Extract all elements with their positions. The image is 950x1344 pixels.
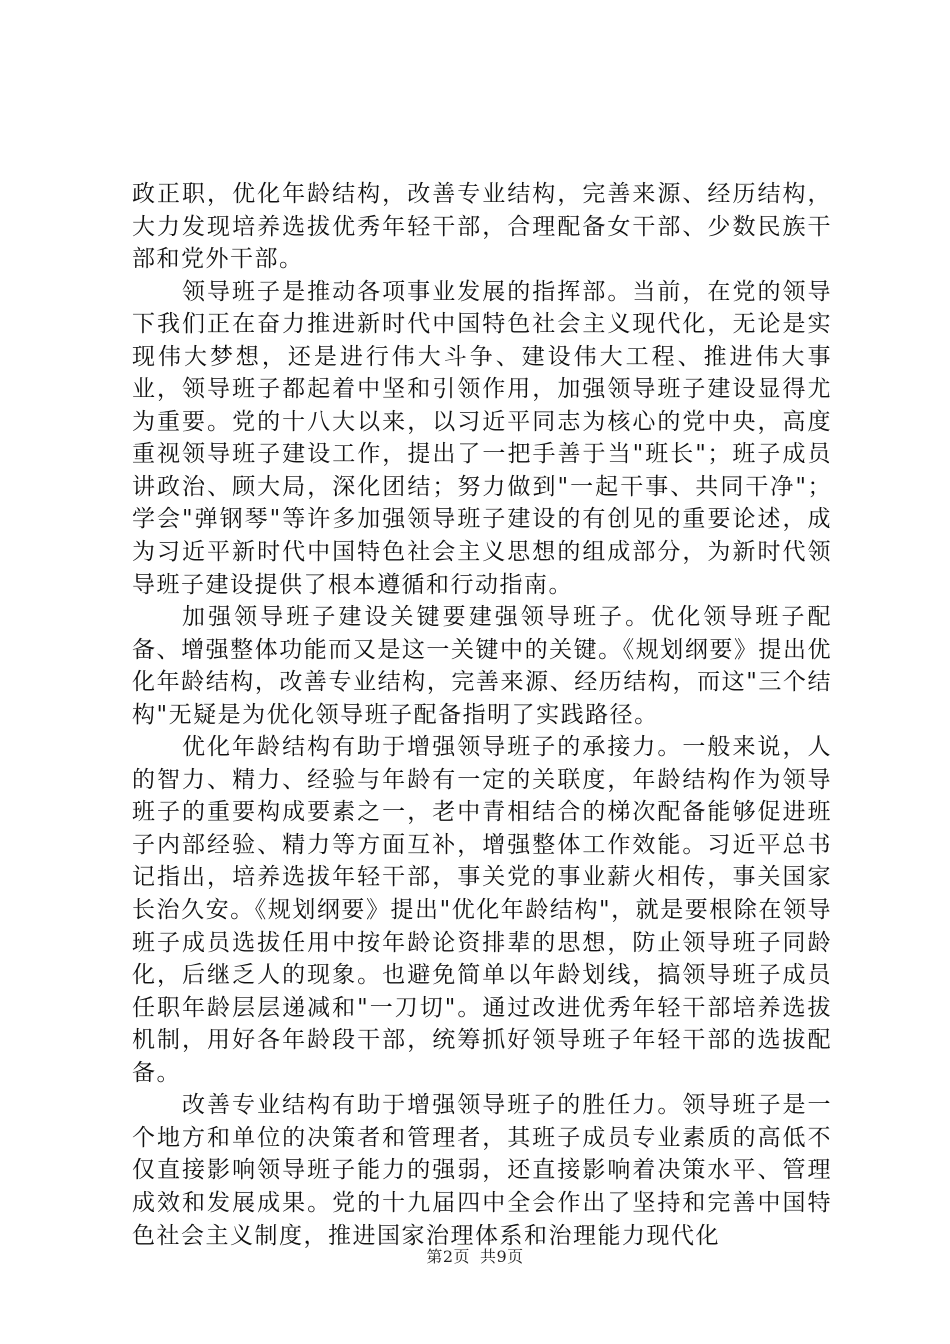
page-number: 第2页	[426, 1247, 470, 1266]
paragraph: 优化年龄结构有助于增强领导班子的承接力。一般来说，人的智力、精力、经验与年龄有一定的关联度，年龄结构作为领导班子的重要构成要素之一，老中青相结合的梯次配备能够促进班子内部经验、精力等方面互补，增强整体工作效能。习近平总书记指出，培养选拔年轻干部，事关党的事业薪火相传，事关国家长治久安。《规划纲要》提出"优化年龄结构"，就是要根除在领导班子成员选拔任用中按年龄论资排辈的思想，防止领导班子同龄化，后继乏人的现象。也避免简单以年龄划线，搞领导班子成员任职年龄层层递减和"一刀切"。通过改进优秀年轻干部培养选拔机制，用好各年龄段干部，统筹抓好领导班子年轻干部的选拔配备。	[132, 734, 832, 1086]
page-total: 共9页	[480, 1247, 524, 1266]
paragraph: 加强领导班子建设关键要建强领导班子。优化领导班子配备、增强整体功能而又是这一关键中的关键。《规划纲要》提出优化年龄结构，改善专业结构，完善来源、经历结构，而这"三个结构"无疑是为优化领导班子配备指明了实践路径。	[132, 604, 832, 728]
paragraph-continuation: 政正职，优化年龄结构，改善专业结构，完善来源、经历结构，大力发现培养选拔优秀年轻干部，合理配备女干部、少数民族干部和党外干部。	[132, 181, 832, 273]
paragraph: 改善专业结构有助于增强领导班子的胜任力。领导班子是一个地方和单位的决策者和管理者，其班子成员专业素质的高低不仅直接影响领导班子能力的强弱，还直接影响着决策水平、管理成效和发展成果。党的十九届四中全会作出了坚持和完善中国特色社会主义制度，推进国家治理体系和治理能力现代化	[132, 1092, 832, 1249]
document-body	[132, 178, 832, 1252]
paragraph: 领导班子是推动各项事业发展的指挥部。当前，在党的领导下我们正在奋力推进新时代中国特色社会主义现代化，无论是实现伟大梦想，还是进行伟大斗争、建设伟大工程、推进伟大事业，领导班子都起着中坚和引领作用，加强领导班子建设显得尤为重要。党的十八大以来，以习近平同志为核心的党中央，高度重视领导班子建设工作，提出了一把手善于当"班长"；班子成员讲政治、顾大局，深化团结；努力做到"一起干事、共同干净"；学会"弹钢琴"等许多加强领导班子建设的有创见的重要论述，成为习近平新时代中国特色社会主义思想的组成部分，为新时代领导班子建设提供了根本遵循和行动指南。	[132, 278, 832, 598]
page-footer	[0, 1244, 950, 1267]
